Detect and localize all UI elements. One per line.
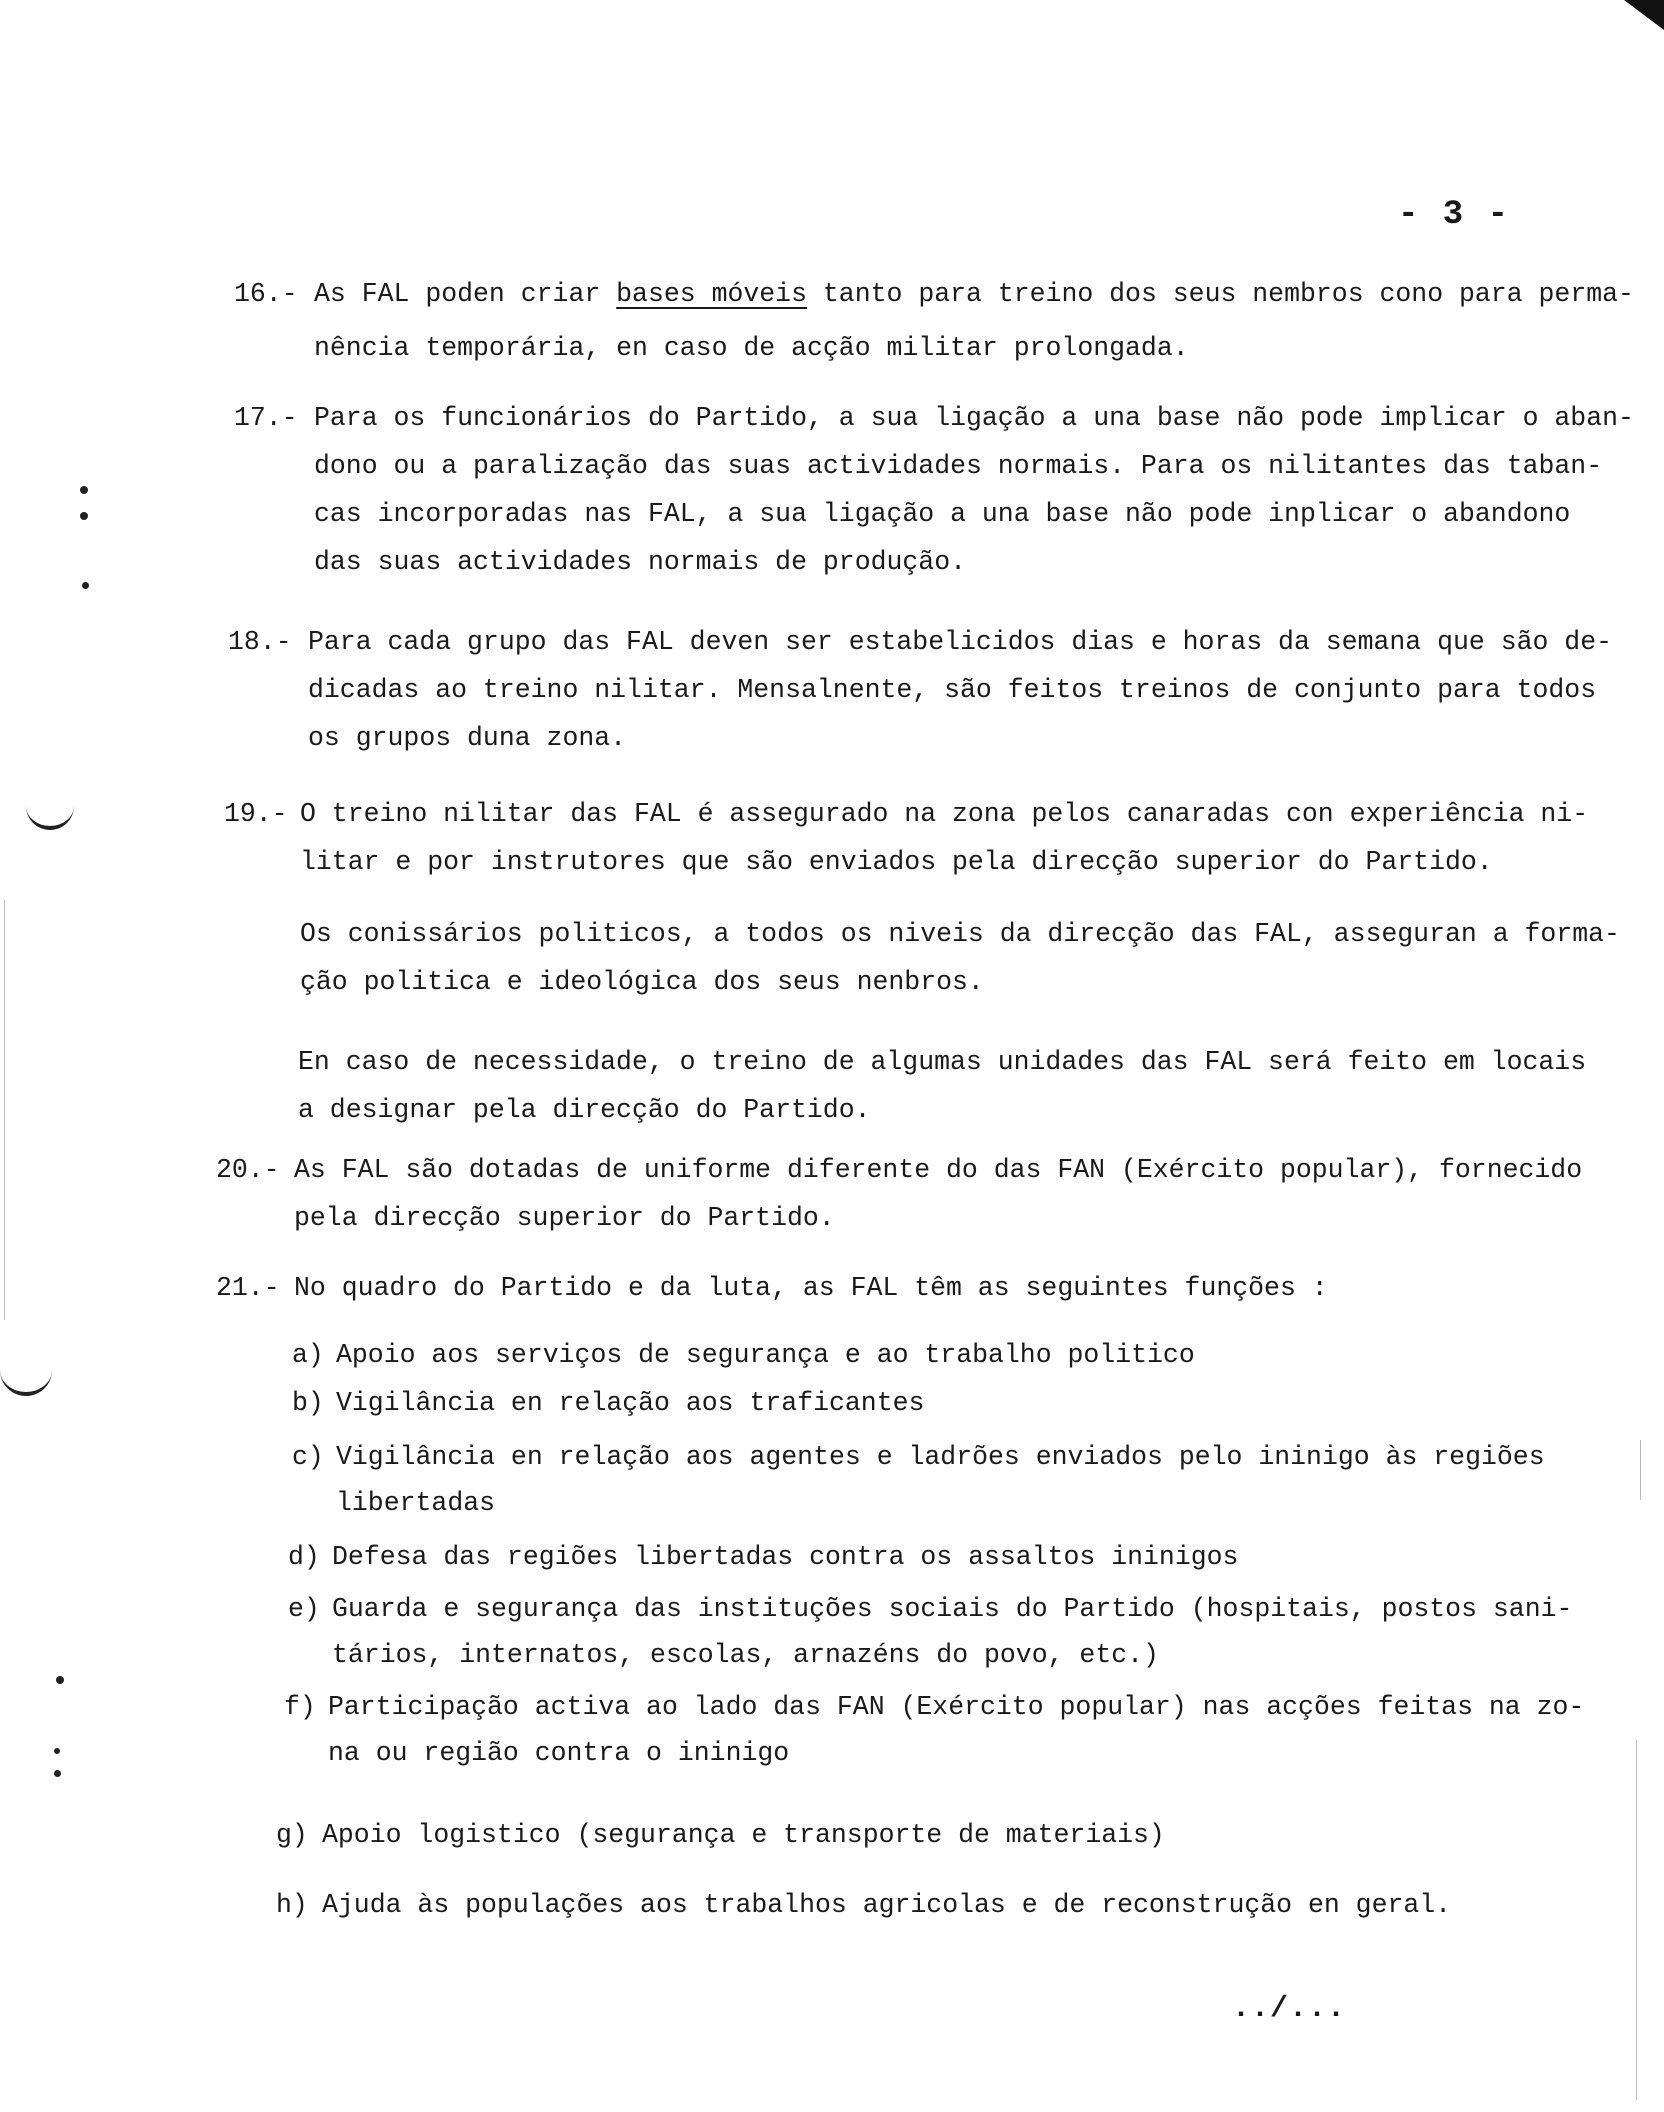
function-item-b (292, 1380, 924, 1426)
scan-corner-mark (1624, 0, 1664, 30)
function-item-c (292, 1434, 1545, 1526)
scan-edge-line (1640, 1440, 1641, 1500)
scan-curve (0, 1370, 52, 1396)
article-line: das suas actividades normais de produção. (314, 547, 967, 577)
scan-edge-line (1636, 1740, 1637, 2100)
function-item-d (288, 1534, 1238, 1580)
function-letter: h) (276, 1890, 308, 1920)
article-line: No quadro do Partido e da luta, as FAL têm as seguintes funções : (294, 1273, 1328, 1303)
function-line: Vigilância en relação aos traficantes (336, 1388, 925, 1418)
function-item-g (276, 1812, 1165, 1858)
page-number: - 3 - (1398, 196, 1511, 234)
paragraph-line: En caso de necessidade, o treino de algumas unidades das FAL será feito em locais (298, 1047, 1587, 1077)
function-line: na ou região contra o ininigo (328, 1738, 790, 1768)
function-line: Apoio aos serviços de segurança e ao trabalho politico (336, 1340, 1195, 1370)
function-line: Guarda e segurança das instituções sociais do Partido (hospitais, postos sani- (332, 1594, 1573, 1624)
article-line: Para os funcionários do Partido, a sua ligação a una base não pode implicar o aban- (314, 403, 1634, 433)
underlined-phrase: bases móveis (616, 279, 807, 309)
function-item-h (276, 1882, 1451, 1928)
scan-curve (26, 800, 74, 830)
function-line: Defesa das regiões libertadas contra os assaltos ininigos (332, 1542, 1239, 1572)
scan-dot (56, 1676, 64, 1684)
article-line: O treino nilitar das FAL é assegurado na zona pelos canaradas con experiência ni- (300, 799, 1589, 829)
article-number: 17.- (234, 403, 298, 433)
function-line: Vigilância en relação aos agentes e ladrões enviados pelo ininigo às regiões (336, 1442, 1545, 1472)
function-item-a (292, 1332, 1195, 1378)
article-line: cas incorporadas nas FAL, a sua ligação a una base não pode inplicar o abandono (314, 499, 1571, 529)
scan-dot (54, 1748, 60, 1754)
article-number: 18.- (228, 627, 292, 657)
function-item-f (284, 1684, 1584, 1776)
function-letter: b) (292, 1388, 324, 1418)
paragraph-line: a designar pela direcção do Partido. (298, 1095, 871, 1125)
article-line: As FAL são dotadas de uniforme diferente do das FAN (Exército popular), fornecido (294, 1155, 1583, 1185)
paragraph-line: Os conissários politicos, a todos os niveis da direcção das FAL, asseguran a forma- (300, 919, 1620, 949)
function-letter: d) (288, 1542, 320, 1572)
article-number: 16.- (234, 279, 298, 309)
function-line: libertadas (336, 1488, 496, 1518)
function-line: Participação activa ao lado das FAN (Exército popular) nas acções feitas na zo- (328, 1692, 1585, 1722)
article-19-paragraph (298, 1038, 1586, 1134)
article-line: dicadas ao treino nilitar. Mensalnente, são feitos treinos de conjunto para todos (308, 675, 1597, 705)
article-number: 19.- (224, 799, 288, 829)
article-number: 21.- (216, 1273, 280, 1303)
function-item-e (288, 1586, 1572, 1678)
article-number: 20.- (216, 1155, 280, 1185)
function-letter: g) (276, 1820, 308, 1850)
function-line: Apoio logistico (segurança e transporte de materiais) (322, 1820, 1165, 1850)
article-line: nência temporária, en caso de acção militar prolongada. (314, 333, 1189, 363)
article-line: os grupos duna zona. (308, 723, 627, 753)
continuation-mark: ../... (1232, 1992, 1347, 2026)
article-19-paragraph (300, 910, 1620, 1006)
scan-dot (82, 582, 89, 589)
article-line: As FAL poden criar bases móveis tanto para treino dos seus nembros cono para perma- (314, 279, 1634, 309)
scan-dot (80, 512, 88, 520)
function-line: Ajuda às populações aos trabalhos agricolas e de reconstrução en geral. (322, 1890, 1452, 1920)
paragraph-line: ção politica e ideológica dos seus nenbros. (300, 967, 984, 997)
article-line: litar e por instrutores que são enviados pela direcção superior do Partido. (300, 847, 1493, 877)
scan-edge-line (4, 900, 5, 1320)
scan-dot (80, 486, 88, 494)
function-letter: c) (292, 1442, 324, 1472)
article-line: dono ou a paralização das suas actividades normais. Para os nilitantes das taban- (314, 451, 1603, 481)
article-line: pela direcção superior do Partido. (294, 1203, 835, 1233)
article-line: Para cada grupo das FAL deven ser estabelicidos dias e horas da semana que são de- (308, 627, 1613, 657)
function-letter: f) (284, 1692, 316, 1722)
function-line: tários, internatos, escolas, arnazéns do povo, etc.) (332, 1640, 1159, 1670)
function-letter: e) (288, 1594, 320, 1624)
function-letter: a) (292, 1340, 324, 1370)
scan-dot (54, 1770, 61, 1777)
